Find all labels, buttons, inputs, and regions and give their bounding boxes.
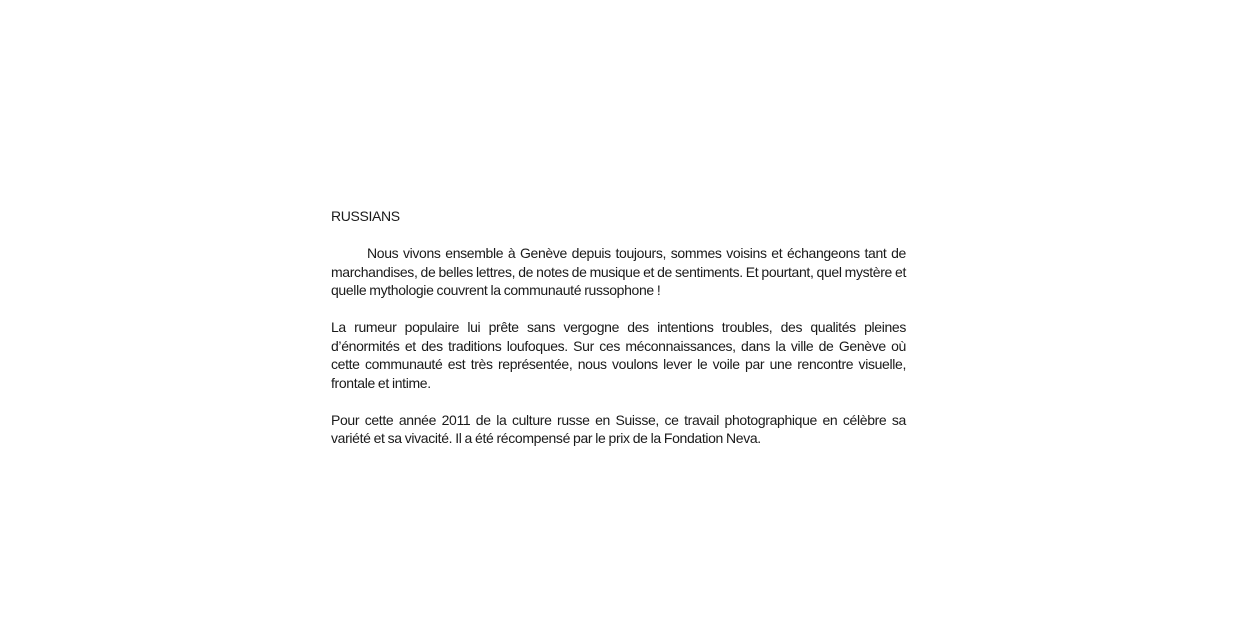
paragraph-culture-year: Pour cette année 2011 de la culture russe en Suisse, ce travail photographique en célèbre sa variété et sa vivacité. Il a été récompensé par le prix de la Fondation Neva. bbox=[331, 411, 906, 446]
paragraph-rumour: La rumeur populaire lui prête sans vergogne des intentions troubles, des qualités pleines d’énormités et des traditions loufoques. Sur ces méconnaissances, dans la ville de Genève où cette communauté est très représentée, nous voulons lever le voile par une rencontre visuelle, frontale et intime. bbox=[331, 319, 906, 391]
article-title: RUSSIANS bbox=[331, 208, 400, 224]
paragraph-intro: Nous vivons ensemble à Genève depuis toujours, sommes voisins et échangeons tant de marchandises, de belles lettres, de notes de musique et de sentiments. Et pourtant, quel mystère et quelle mythologie couvrent la communauté russophone ! bbox=[331, 245, 906, 298]
article-text-block bbox=[331, 207, 906, 448]
